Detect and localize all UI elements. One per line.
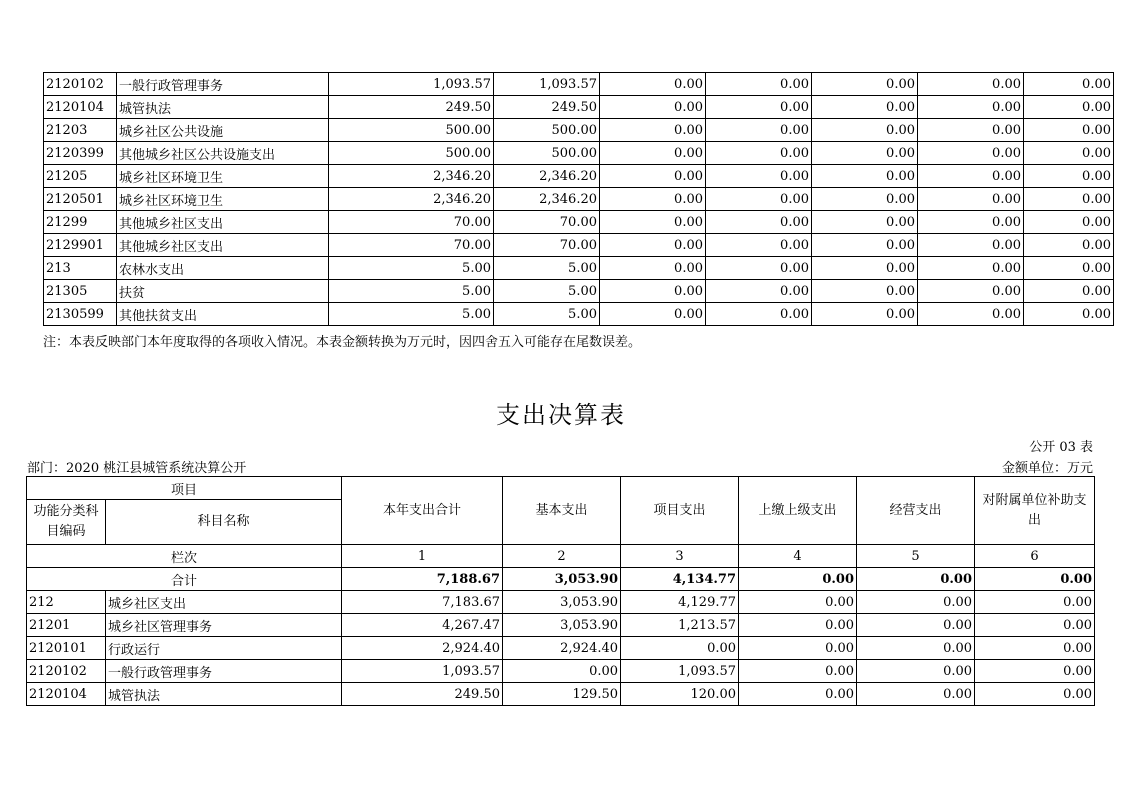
row-value: 0.00	[812, 211, 918, 234]
row-name: 行政运行	[106, 637, 342, 660]
column-header: 项目支出	[621, 477, 739, 545]
row-value: 0.00	[857, 591, 975, 614]
row-code: 2120102	[27, 660, 106, 683]
row-value: 0.00	[1024, 73, 1114, 96]
column-index-number: 5	[857, 545, 975, 568]
name-column-header: 科目名称	[106, 500, 342, 545]
row-name: 城管执法	[106, 683, 342, 706]
row-code: 2129901	[44, 234, 117, 257]
row-value: 7,183.67	[342, 591, 503, 614]
row-code: 2120399	[44, 142, 117, 165]
row-value: 0.00	[918, 280, 1024, 303]
row-value: 0.00	[739, 637, 857, 660]
row-value: 0.00	[621, 637, 739, 660]
code-column-header: 功能分类科目编码	[27, 500, 106, 545]
row-value: 0.00	[918, 165, 1024, 188]
row-value: 0.00	[975, 591, 1095, 614]
row-value: 0.00	[975, 683, 1095, 706]
row-code: 2120101	[27, 637, 106, 660]
row-value: 0.00	[1024, 142, 1114, 165]
table-row	[44, 165, 1114, 188]
expenditure-table	[26, 476, 1095, 706]
table-row	[44, 257, 1114, 280]
row-value: 0.00	[812, 142, 918, 165]
row-value: 0.00	[706, 73, 812, 96]
row-value: 0.00	[975, 660, 1095, 683]
row-code: 2120501	[44, 188, 117, 211]
row-name: 城乡社区支出	[106, 591, 342, 614]
row-value: 1,093.57	[329, 73, 494, 96]
column-header: 上缴上级支出	[739, 477, 857, 545]
table-row	[27, 683, 1095, 706]
row-name: 扶贫	[117, 280, 329, 303]
row-code: 2130599	[44, 303, 117, 326]
table-row	[44, 119, 1114, 142]
row-value: 0.00	[812, 234, 918, 257]
row-value: 2,924.40	[342, 637, 503, 660]
row-value: 70.00	[329, 211, 494, 234]
row-value: 0.00	[600, 119, 706, 142]
column-index-number: 6	[975, 545, 1095, 568]
row-value: 0.00	[812, 119, 918, 142]
row-value: 249.50	[494, 96, 600, 119]
row-value: 0.00	[812, 73, 918, 96]
header-row-1	[27, 477, 1095, 500]
row-value: 5.00	[329, 257, 494, 280]
row-value: 0.00	[706, 119, 812, 142]
column-index-number: 4	[739, 545, 857, 568]
row-code: 213	[44, 257, 117, 280]
department-label: 部门：2020 桃江县城管系统决算公开	[27, 461, 247, 476]
row-code: 21201	[27, 614, 106, 637]
row-value: 0.00	[600, 142, 706, 165]
row-code: 21299	[44, 211, 117, 234]
row-code: 21205	[44, 165, 117, 188]
row-value: 4,129.77	[621, 591, 739, 614]
row-value: 0.00	[1024, 234, 1114, 257]
row-value: 0.00	[857, 637, 975, 660]
row-value: 5.00	[494, 303, 600, 326]
table-row	[27, 591, 1095, 614]
column-index-number: 3	[621, 545, 739, 568]
row-value: 70.00	[494, 234, 600, 257]
column-header: 经营支出	[857, 477, 975, 545]
row-name: 其他城乡社区公共设施支出	[117, 142, 329, 165]
row-value: 129.50	[503, 683, 621, 706]
row-value: 0.00	[918, 96, 1024, 119]
row-name: 城乡社区公共设施	[117, 119, 329, 142]
total-label: 合计	[27, 568, 342, 591]
column-header: 对附属单位补助支出	[975, 477, 1095, 545]
row-value: 2,346.20	[329, 188, 494, 211]
row-value: 500.00	[329, 142, 494, 165]
row-value: 4,267.47	[342, 614, 503, 637]
row-name: 一般行政管理事务	[117, 73, 329, 96]
row-name: 城乡社区环境卫生	[117, 188, 329, 211]
row-name: 其他扶贫支出	[117, 303, 329, 326]
row-value: 0.00	[1024, 211, 1114, 234]
row-value: 0.00	[1024, 96, 1114, 119]
column-index-number: 1	[342, 545, 503, 568]
row-value: 0.00	[918, 211, 1024, 234]
row-value: 0.00	[812, 257, 918, 280]
row-name: 其他城乡社区支出	[117, 234, 329, 257]
row-value: 0.00	[857, 683, 975, 706]
row-value: 0.00	[918, 188, 1024, 211]
total-value: 7,188.67	[342, 568, 503, 591]
table-row	[44, 188, 1114, 211]
row-value: 0.00	[600, 73, 706, 96]
row-name: 一般行政管理事务	[106, 660, 342, 683]
row-value: 0.00	[600, 96, 706, 119]
row-value: 0.00	[706, 211, 812, 234]
row-value: 0.00	[706, 257, 812, 280]
row-value: 70.00	[329, 234, 494, 257]
table-row	[44, 211, 1114, 234]
row-value: 0.00	[600, 188, 706, 211]
table-row	[44, 142, 1114, 165]
total-value: 0.00	[739, 568, 857, 591]
row-value: 0.00	[918, 303, 1024, 326]
total-value: 0.00	[975, 568, 1095, 591]
project-header: 项目	[27, 477, 342, 500]
row-value: 0.00	[918, 142, 1024, 165]
row-value: 0.00	[812, 96, 918, 119]
total-value: 3,053.90	[503, 568, 621, 591]
row-value: 0.00	[600, 303, 706, 326]
column-header: 基本支出	[503, 477, 621, 545]
total-row	[27, 568, 1095, 591]
row-value: 120.00	[621, 683, 739, 706]
table-row	[44, 73, 1114, 96]
row-value: 3,053.90	[503, 614, 621, 637]
row-value: 500.00	[329, 119, 494, 142]
table-note: 注：本表反映部门本年度取得的各项收入情况。本表金额转换为万元时，因四舍五入可能存在尾数误差。	[43, 335, 642, 350]
row-value: 0.00	[812, 188, 918, 211]
row-name: 农林水支出	[117, 257, 329, 280]
page-title: 支出决算表	[496, 401, 626, 429]
row-value: 0.00	[857, 660, 975, 683]
row-value: 0.00	[706, 234, 812, 257]
row-value: 0.00	[706, 142, 812, 165]
row-value: 70.00	[494, 211, 600, 234]
row-value: 0.00	[706, 188, 812, 211]
row-code: 2120104	[27, 683, 106, 706]
table-row	[44, 280, 1114, 303]
row-value: 0.00	[1024, 303, 1114, 326]
row-value: 1,093.57	[621, 660, 739, 683]
row-code: 2120104	[44, 96, 117, 119]
row-value: 5.00	[494, 280, 600, 303]
income-table-continued	[43, 72, 1114, 326]
amount-unit-label: 金额单位：万元	[1001, 461, 1093, 476]
row-value: 500.00	[494, 119, 600, 142]
row-value: 0.00	[739, 660, 857, 683]
table-row	[27, 614, 1095, 637]
row-value: 0.00	[975, 614, 1095, 637]
row-value: 0.00	[918, 234, 1024, 257]
table-row	[27, 660, 1095, 683]
row-value: 0.00	[706, 280, 812, 303]
row-value: 1,213.57	[621, 614, 739, 637]
table-row	[27, 637, 1095, 660]
total-value: 0.00	[857, 568, 975, 591]
row-value: 0.00	[1024, 257, 1114, 280]
column-index-row	[27, 545, 1095, 568]
row-value: 5.00	[329, 303, 494, 326]
row-value: 5.00	[494, 257, 600, 280]
row-value: 0.00	[1024, 165, 1114, 188]
row-value: 0.00	[600, 280, 706, 303]
row-value: 0.00	[739, 591, 857, 614]
row-code: 212	[27, 591, 106, 614]
row-value: 2,346.20	[494, 188, 600, 211]
row-name: 其他城乡社区支出	[117, 211, 329, 234]
row-value: 0.00	[1024, 119, 1114, 142]
row-value: 2,924.40	[503, 637, 621, 660]
row-value: 1,093.57	[342, 660, 503, 683]
row-value: 5.00	[329, 280, 494, 303]
row-value: 0.00	[706, 303, 812, 326]
row-name: 城管执法	[117, 96, 329, 119]
row-value: 0.00	[739, 614, 857, 637]
row-value: 0.00	[918, 119, 1024, 142]
row-value: 0.00	[918, 73, 1024, 96]
row-code: 21203	[44, 119, 117, 142]
table-row	[44, 234, 1114, 257]
row-value: 0.00	[1024, 188, 1114, 211]
total-value: 4,134.77	[621, 568, 739, 591]
row-value: 0.00	[600, 165, 706, 188]
row-value: 2,346.20	[494, 165, 600, 188]
row-value: 0.00	[812, 165, 918, 188]
row-value: 0.00	[600, 234, 706, 257]
table-row	[44, 303, 1114, 326]
row-code: 21305	[44, 280, 117, 303]
column-index-label: 栏次	[27, 545, 342, 568]
row-value: 2,346.20	[329, 165, 494, 188]
row-code: 2120102	[44, 73, 117, 96]
row-value: 3,053.90	[503, 591, 621, 614]
row-value: 0.00	[812, 303, 918, 326]
row-name: 城乡社区管理事务	[106, 614, 342, 637]
row-value: 1,093.57	[494, 73, 600, 96]
row-value: 0.00	[600, 257, 706, 280]
row-value: 500.00	[494, 142, 600, 165]
column-header: 本年支出合计	[342, 477, 503, 545]
row-name: 城乡社区环境卫生	[117, 165, 329, 188]
row-value: 0.00	[739, 683, 857, 706]
row-value: 0.00	[706, 96, 812, 119]
row-value: 249.50	[342, 683, 503, 706]
column-index-number: 2	[503, 545, 621, 568]
row-value: 0.00	[600, 211, 706, 234]
row-value: 0.00	[812, 280, 918, 303]
row-value: 0.00	[918, 257, 1024, 280]
row-value: 249.50	[329, 96, 494, 119]
row-value: 0.00	[706, 165, 812, 188]
table-number: 公开 03 表	[1029, 440, 1093, 455]
row-value: 0.00	[857, 614, 975, 637]
row-value: 0.00	[975, 637, 1095, 660]
table-row	[44, 96, 1114, 119]
row-value: 0.00	[1024, 280, 1114, 303]
row-value: 0.00	[503, 660, 621, 683]
